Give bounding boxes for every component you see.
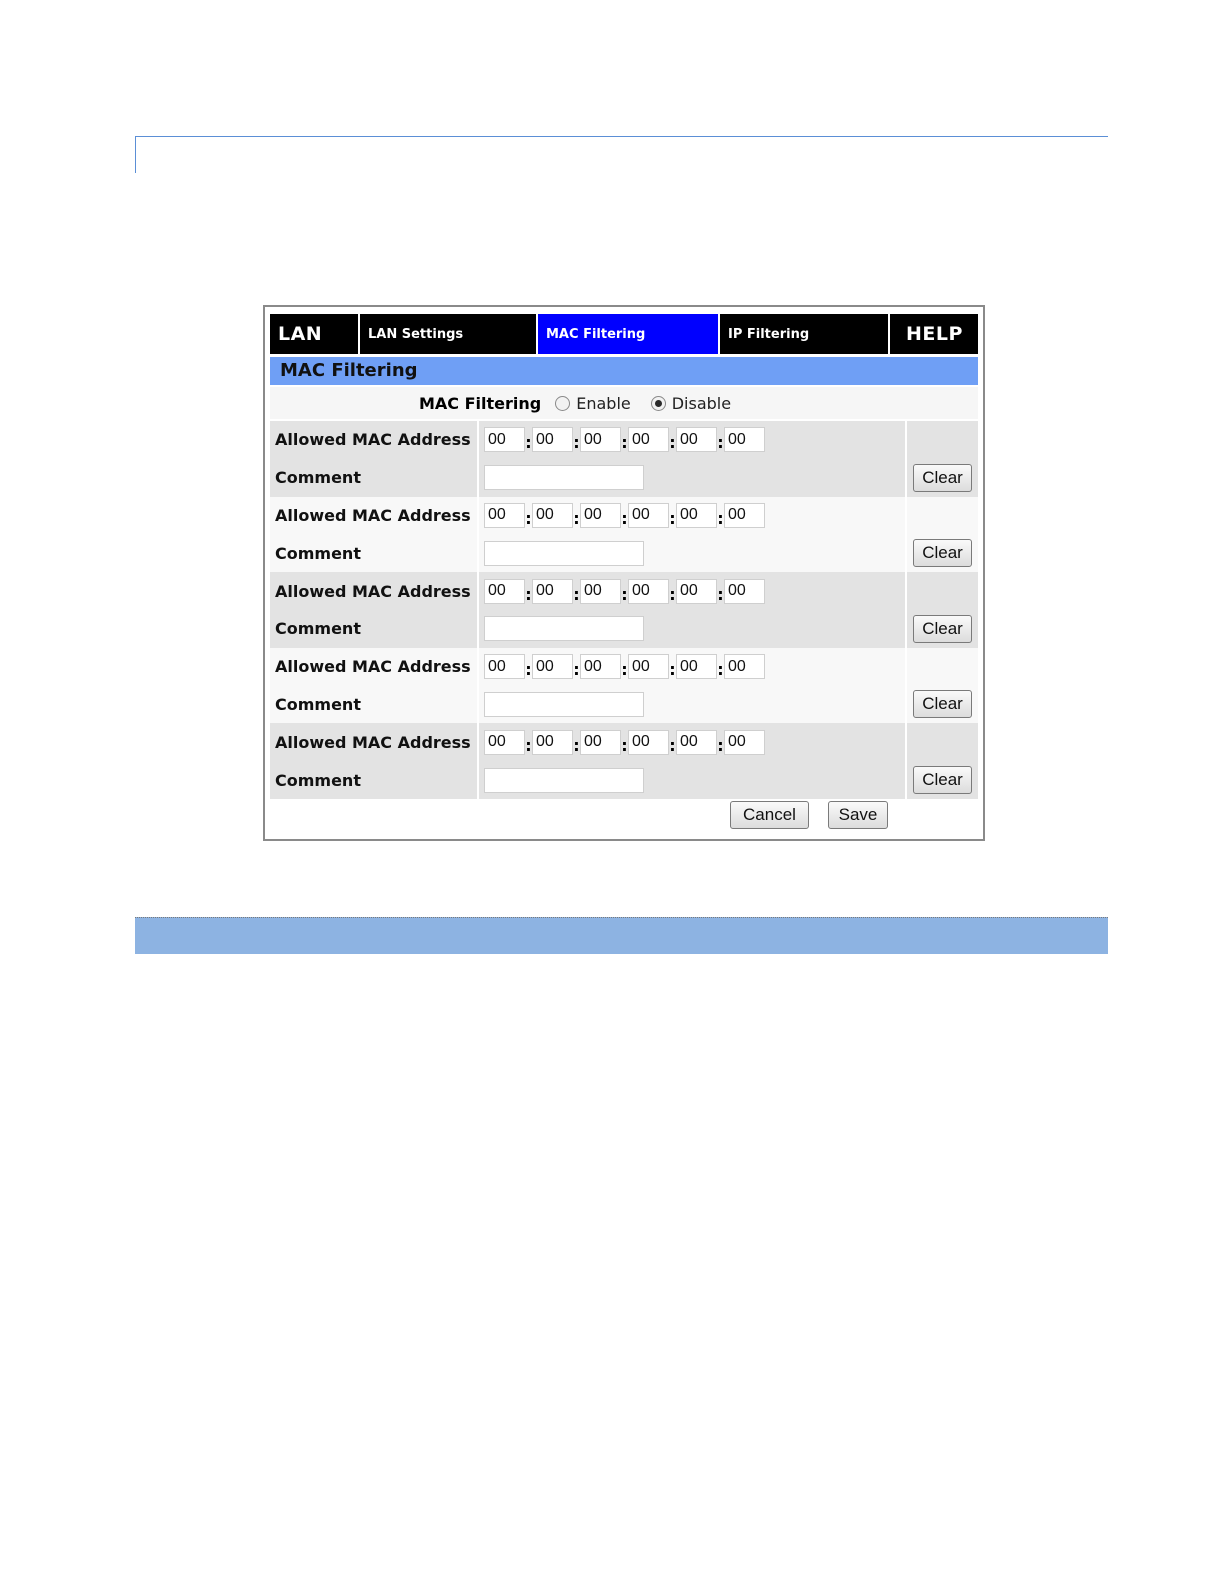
comment-row (270, 686, 978, 724)
mac-octet-input[interactable] (532, 654, 573, 679)
mac-entry-list (270, 421, 978, 799)
comment-label: Comment (270, 610, 479, 648)
mac-octet-input[interactable] (724, 503, 765, 528)
mac-separator: : (669, 660, 676, 680)
mac-separator: : (573, 660, 580, 680)
comment-input[interactable] (484, 465, 644, 490)
mac-separator: : (573, 735, 580, 755)
tab-mac-filtering[interactable]: MAC Filtering (538, 314, 720, 354)
mac-separator: : (669, 433, 676, 453)
comment-label: Comment (270, 686, 479, 724)
mac-address-label: Allowed MAC Address (270, 723, 479, 761)
mac-octet-input[interactable] (532, 427, 573, 452)
mac-address-fields (484, 654, 765, 679)
comment-label: Comment (270, 459, 479, 497)
mac-address-fields (484, 427, 765, 452)
tab-lan[interactable]: LAN (270, 314, 360, 354)
comment-row-end-cell (905, 610, 978, 648)
mac-separator: : (525, 584, 532, 604)
mac-octet-input[interactable] (676, 427, 717, 452)
cancel-button[interactable]: Cancel (730, 801, 809, 829)
mac-octet-input[interactable] (676, 503, 717, 528)
comment-input[interactable] (484, 616, 644, 641)
comment-row (270, 610, 978, 648)
mac-row-end-cell (905, 723, 978, 761)
mac-address-row (270, 572, 978, 610)
comment-row (270, 459, 978, 497)
mac-separator: : (717, 735, 724, 755)
mac-address-fields (484, 503, 765, 528)
mac-octet-input[interactable] (724, 427, 765, 452)
mac-row-end-cell (905, 497, 978, 535)
mac-address-label: Allowed MAC Address (270, 572, 479, 610)
clear-button[interactable]: Clear (913, 615, 972, 643)
comment-input[interactable] (484, 541, 644, 566)
mac-separator: : (525, 735, 532, 755)
mac-address-label: Allowed MAC Address (270, 421, 479, 459)
comment-input[interactable] (484, 768, 644, 793)
mac-separator: : (621, 433, 628, 453)
comment-row-end-cell (905, 686, 978, 724)
mac-row-end-cell (905, 572, 978, 610)
mac-octet-input[interactable] (676, 654, 717, 679)
form-footer (270, 799, 978, 831)
mac-filtering-toggle-label: MAC Filtering (419, 393, 542, 413)
mac-separator: : (717, 508, 724, 528)
mac-octet-input[interactable] (580, 427, 621, 452)
mac-octet-input[interactable] (628, 427, 669, 452)
mac-octet-input[interactable] (580, 654, 621, 679)
clear-button[interactable]: Clear (913, 464, 972, 492)
enable-radio[interactable] (555, 396, 570, 411)
mac-filtering-toggle-row (270, 387, 978, 419)
header-rule-tick (135, 136, 136, 173)
router-settings-panel (263, 305, 985, 841)
mac-octet-input[interactable] (484, 730, 525, 755)
mac-octet-input[interactable] (484, 654, 525, 679)
mac-octet-input[interactable] (724, 730, 765, 755)
mac-octet-input[interactable] (628, 730, 669, 755)
mac-separator: : (525, 660, 532, 680)
mac-octet-input[interactable] (484, 579, 525, 604)
mac-octet-input[interactable] (484, 503, 525, 528)
mac-address-fields (484, 730, 765, 755)
comment-row (270, 761, 978, 799)
mac-octet-input[interactable] (724, 579, 765, 604)
comment-row-end-cell (905, 534, 978, 572)
mac-separator: : (621, 660, 628, 680)
section-title: MAC Filtering (270, 357, 978, 385)
mac-octet-input[interactable] (532, 730, 573, 755)
clear-button[interactable]: Clear (913, 766, 972, 794)
comment-label: Comment (270, 761, 479, 799)
mac-octet-input[interactable] (484, 427, 525, 452)
mac-octet-input[interactable] (724, 654, 765, 679)
mac-octet-input[interactable] (580, 579, 621, 604)
comment-row (270, 534, 978, 572)
header-rule (135, 136, 1108, 137)
mac-octet-input[interactable] (628, 579, 669, 604)
comment-input[interactable] (484, 692, 644, 717)
mac-octet-input[interactable] (532, 503, 573, 528)
mac-separator: : (525, 508, 532, 528)
disable-radio[interactable] (651, 396, 666, 411)
tab-help[interactable]: HELP (890, 314, 978, 354)
mac-separator: : (669, 508, 676, 528)
mac-address-row (270, 497, 978, 535)
mac-separator: : (573, 584, 580, 604)
mac-address-fields (484, 579, 765, 604)
tab-bar (270, 314, 978, 354)
mac-address-row (270, 421, 978, 459)
mac-address-label: Allowed MAC Address (270, 648, 479, 686)
mac-separator: : (669, 735, 676, 755)
clear-button[interactable]: Clear (913, 690, 972, 718)
mac-row-end-cell (905, 421, 978, 459)
mac-octet-input[interactable] (532, 579, 573, 604)
mac-separator: : (525, 433, 532, 453)
mac-separator: : (621, 735, 628, 755)
mac-octet-input[interactable] (676, 579, 717, 604)
tab-ip-filtering[interactable]: IP Filtering (720, 314, 890, 354)
mac-row-end-cell (905, 648, 978, 686)
disable-radio-label[interactable]: Disable (671, 393, 732, 413)
save-button[interactable]: Save (828, 801, 888, 829)
mac-separator: : (621, 508, 628, 528)
clear-button[interactable]: Clear (913, 539, 972, 567)
mac-separator: : (621, 584, 628, 604)
comment-row-end-cell (905, 459, 978, 497)
mac-separator: : (669, 584, 676, 604)
mac-separator: : (717, 660, 724, 680)
mac-octet-input[interactable] (628, 654, 669, 679)
mac-separator: : (573, 508, 580, 528)
mac-separator: : (573, 433, 580, 453)
mac-separator: : (717, 584, 724, 604)
tab-lan-settings[interactable]: LAN Settings (360, 314, 538, 354)
mac-address-row (270, 723, 978, 761)
mac-separator: : (717, 433, 724, 453)
mac-octet-input[interactable] (580, 730, 621, 755)
enable-radio-label[interactable]: Enable (576, 393, 631, 413)
mac-octet-input[interactable] (628, 503, 669, 528)
mac-octet-input[interactable] (676, 730, 717, 755)
mac-address-row (270, 648, 978, 686)
comment-row-end-cell (905, 761, 978, 799)
mac-address-label: Allowed MAC Address (270, 497, 479, 535)
comment-label: Comment (270, 534, 479, 572)
section-banner (135, 917, 1108, 954)
mac-octet-input[interactable] (580, 503, 621, 528)
